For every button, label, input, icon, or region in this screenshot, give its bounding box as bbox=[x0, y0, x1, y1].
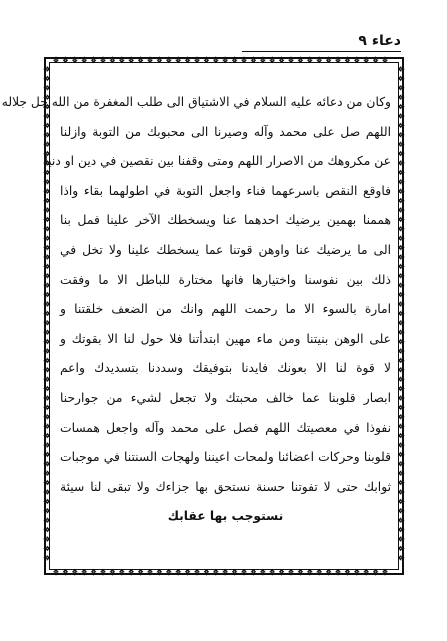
border-ornament bbox=[44, 283, 50, 288]
border-ornament bbox=[82, 569, 87, 575]
border-ornament bbox=[398, 536, 404, 541]
border-ornament bbox=[44, 386, 50, 391]
border-ornament bbox=[185, 57, 190, 63]
border-ornament bbox=[398, 160, 404, 165]
border-ornament bbox=[398, 76, 404, 81]
border-ornament bbox=[44, 395, 50, 400]
border-ornament bbox=[44, 245, 50, 250]
prayer-text-block bbox=[1, 88, 391, 550]
prayer-line: عن مكروهك من الاصرار اللهم ومتى وقفنا بين نقصين في دين او دنيا bbox=[44, 154, 391, 169]
border-ornament bbox=[398, 489, 404, 494]
border-ornament bbox=[298, 569, 303, 575]
border-ornament bbox=[157, 57, 162, 63]
border-ornament bbox=[176, 57, 181, 63]
border-ornament bbox=[147, 569, 152, 575]
border-ornament bbox=[398, 66, 404, 71]
border-ornament bbox=[398, 405, 404, 410]
border-ornament bbox=[398, 377, 404, 382]
border-ornament bbox=[398, 555, 404, 560]
border-ornament bbox=[398, 245, 404, 250]
border-ornament bbox=[398, 518, 404, 523]
prayer-line: لا قوة لنا الا بعونك فايدنا بتوفيقك وسددنا بتسديدك واعم bbox=[60, 361, 391, 376]
border-ornament bbox=[398, 113, 404, 118]
border-ornament bbox=[398, 104, 404, 109]
border-ornament bbox=[317, 57, 322, 63]
border-ornament bbox=[138, 57, 143, 63]
border-ornament bbox=[91, 57, 96, 63]
border-ornament bbox=[345, 569, 350, 575]
border-ornament bbox=[241, 57, 246, 63]
border-ornament bbox=[326, 569, 331, 575]
border-ornament bbox=[223, 57, 228, 63]
border-ornament bbox=[307, 569, 312, 575]
border-ornament bbox=[44, 367, 50, 372]
border-ornament bbox=[72, 57, 77, 63]
border-ornament bbox=[138, 569, 143, 575]
prayer-line: ذلك بين نفوسنا واختيارها فانها مختارة للباطل الا ما وفقت bbox=[60, 272, 391, 287]
border-ornament bbox=[213, 569, 218, 575]
border-ornament bbox=[72, 569, 77, 575]
border-ornament bbox=[398, 386, 404, 391]
border-ornament bbox=[398, 442, 404, 447]
border-ornament bbox=[232, 57, 237, 63]
border-ornament bbox=[63, 569, 68, 575]
border-ornament bbox=[44, 499, 50, 504]
border-ornament bbox=[204, 57, 209, 63]
border-ornament bbox=[279, 569, 284, 575]
border-ornament bbox=[398, 179, 404, 184]
border-ornament bbox=[44, 508, 50, 513]
border-ornament bbox=[232, 569, 237, 575]
border-ornament bbox=[223, 569, 228, 575]
border-ornament bbox=[398, 471, 404, 476]
prayer-line: اللهم صل على محمد وآله وصيرنا الى محبوبك من التوبة وازلنا bbox=[60, 124, 391, 139]
border-ornament bbox=[44, 254, 50, 259]
border-ornament bbox=[354, 569, 359, 575]
border-ornament bbox=[44, 189, 50, 194]
prayer-line: هممنا بهمين يرضيك احدهما عنا ويسخطك الآخر علينا فمل بنا bbox=[60, 213, 391, 228]
prayer-line: الى ما يرضيك عنا واوهن قوتنا عما يسخطك علينا ولا تخل في bbox=[60, 242, 391, 257]
border-ornament bbox=[44, 536, 50, 541]
border-ornament bbox=[270, 569, 275, 575]
border-ornament bbox=[260, 57, 265, 63]
border-ornament bbox=[298, 57, 303, 63]
border-ornament bbox=[44, 330, 50, 335]
border-ornament bbox=[373, 57, 378, 63]
border-ornament bbox=[398, 95, 404, 100]
border-ornament bbox=[110, 569, 115, 575]
border-ornament bbox=[194, 57, 199, 63]
border-ornament bbox=[398, 330, 404, 335]
border-ornament bbox=[288, 569, 293, 575]
border-ornament bbox=[185, 569, 190, 575]
border-ornament bbox=[63, 57, 68, 63]
border-ornament bbox=[44, 348, 50, 353]
border-ornament bbox=[44, 546, 50, 551]
border-ornament bbox=[398, 348, 404, 353]
border-ornament bbox=[157, 569, 162, 575]
border-ornament bbox=[44, 226, 50, 231]
header-title: دعاء ۹ bbox=[358, 33, 401, 49]
border-ornament bbox=[166, 57, 171, 63]
border-ornament bbox=[44, 76, 50, 81]
border-ornament bbox=[398, 207, 404, 212]
border-ornament bbox=[100, 569, 105, 575]
prayer-line: على الوهن بنيتنا ومن ماء مهين ابتدأتنا فلا حول لنا الا بقوتك و bbox=[60, 331, 391, 346]
border-ornament bbox=[44, 527, 50, 532]
border-ornament bbox=[44, 198, 50, 203]
border-ornament bbox=[373, 569, 378, 575]
border-ornament bbox=[44, 273, 50, 278]
border-ornament bbox=[398, 142, 404, 147]
border-ornament bbox=[398, 85, 404, 90]
border-ornament bbox=[119, 57, 124, 63]
border-ornament bbox=[398, 217, 404, 222]
border-ornament bbox=[345, 57, 350, 63]
border-ornament bbox=[129, 569, 134, 575]
border-ornament bbox=[213, 57, 218, 63]
border-ornament bbox=[335, 57, 340, 63]
prayer-line: وكان من دعائه عليه السلام في الاشتياق الى طلب المغفرة من الله جل جلاله bbox=[1, 95, 391, 109]
border-ornament bbox=[100, 57, 105, 63]
border-ornament bbox=[398, 395, 404, 400]
border-ornament bbox=[398, 254, 404, 259]
border-ornament bbox=[241, 569, 246, 575]
border-ornament bbox=[270, 57, 275, 63]
border-ornament bbox=[129, 57, 134, 63]
border-ornament bbox=[398, 198, 404, 203]
border-ornament bbox=[398, 292, 404, 297]
border-ornament bbox=[307, 57, 312, 63]
border-ornament bbox=[110, 57, 115, 63]
border-ornament bbox=[317, 569, 322, 575]
border-ornament bbox=[398, 527, 404, 532]
border-ornament bbox=[398, 226, 404, 231]
border-ornament bbox=[398, 123, 404, 128]
border-ornament bbox=[44, 433, 50, 438]
border-ornament bbox=[398, 170, 404, 175]
border-ornament bbox=[398, 189, 404, 194]
border-ornament bbox=[44, 414, 50, 419]
border-ornament bbox=[44, 489, 50, 494]
border-ornament bbox=[398, 546, 404, 551]
border-ornament bbox=[44, 452, 50, 457]
border-ornament bbox=[194, 569, 199, 575]
border-ornament bbox=[44, 123, 50, 128]
prayer-line: امارة بالسوء الا ما رحمت اللهم وانك من الضعف خلقتنا و bbox=[60, 302, 391, 317]
border-ornament bbox=[382, 569, 387, 575]
border-ornament bbox=[166, 569, 171, 575]
prayer-line: ثوابك حتى لا تفوتنا حسنة نستحق بها جزاءك ولا تبقى لنا سيئة bbox=[60, 479, 391, 494]
border-ornament bbox=[398, 508, 404, 513]
border-ornament bbox=[398, 414, 404, 419]
border-ornament bbox=[398, 301, 404, 306]
border-ornament bbox=[335, 569, 340, 575]
border-ornament bbox=[398, 311, 404, 316]
border-ornament bbox=[398, 461, 404, 466]
border-ornament bbox=[398, 499, 404, 504]
border-ornament bbox=[398, 264, 404, 269]
border-ornament bbox=[44, 461, 50, 466]
border-ornament bbox=[398, 424, 404, 429]
border-ornament bbox=[44, 142, 50, 147]
prayer-line: قلوبنا وحركات اعضائنا ولمحات اعيننا ولهجات السنتنا في موجبات bbox=[60, 450, 391, 465]
border-ornament bbox=[251, 569, 256, 575]
border-ornament bbox=[398, 132, 404, 137]
border-ornament bbox=[44, 301, 50, 306]
border-ornament bbox=[44, 424, 50, 429]
border-ornament bbox=[44, 217, 50, 222]
border-ornament bbox=[53, 569, 58, 575]
border-ornament bbox=[398, 151, 404, 156]
border-ornament bbox=[44, 377, 50, 382]
border-ornament bbox=[44, 311, 50, 316]
border-ornament bbox=[288, 57, 293, 63]
border-ornament bbox=[91, 569, 96, 575]
border-ornament bbox=[260, 569, 265, 575]
border-ornament bbox=[44, 236, 50, 241]
border-ornament bbox=[44, 480, 50, 485]
prayer-line: نفوذا في معصيتك اللهم فصل على محمد وآله واجعل همسات bbox=[60, 420, 391, 435]
border-ornament bbox=[44, 179, 50, 184]
border-ornament bbox=[398, 358, 404, 363]
border-ornament bbox=[44, 471, 50, 476]
border-ornament bbox=[119, 569, 124, 575]
border-ornament bbox=[398, 236, 404, 241]
border-ornament bbox=[147, 57, 152, 63]
border-ornament bbox=[44, 358, 50, 363]
border-ornament bbox=[44, 555, 50, 560]
border-ornament bbox=[364, 569, 369, 575]
prayer-line: ابصار قلوبنا عما خالف محبتك ولا تجعل لشيء من جوارحنا bbox=[60, 390, 391, 405]
border-ornament bbox=[364, 57, 369, 63]
border-ornament bbox=[44, 405, 50, 410]
border-ornament bbox=[44, 339, 50, 344]
border-ornament bbox=[176, 569, 181, 575]
border-ornament bbox=[398, 273, 404, 278]
border-ornament bbox=[44, 518, 50, 523]
border-ornament bbox=[44, 292, 50, 297]
border-ornament bbox=[44, 66, 50, 71]
border-ornament bbox=[44, 320, 50, 325]
border-ornament bbox=[44, 207, 50, 212]
border-ornament bbox=[398, 452, 404, 457]
border-ornament bbox=[44, 442, 50, 447]
border-ornament bbox=[398, 480, 404, 485]
border-ornament bbox=[279, 57, 284, 63]
border-ornament bbox=[44, 264, 50, 269]
border-ornament bbox=[398, 339, 404, 344]
border-ornament bbox=[398, 283, 404, 288]
border-ornament bbox=[398, 433, 404, 438]
border-ornament bbox=[82, 57, 87, 63]
border-ornament bbox=[382, 57, 387, 63]
border-ornament bbox=[251, 57, 256, 63]
border-ornament bbox=[398, 320, 404, 325]
prayer-line-final: نستوجب بها عقابك bbox=[167, 509, 284, 524]
prayer-line: فاوقع النقص باسرعهما فناء واجعل التوبة في اطولهما بقاء واذا bbox=[60, 183, 391, 198]
border-ornament bbox=[204, 569, 209, 575]
border-ornament bbox=[326, 57, 331, 63]
border-ornament bbox=[53, 57, 58, 63]
border-ornament bbox=[354, 57, 359, 63]
border-ornament bbox=[44, 132, 50, 137]
border-ornament bbox=[398, 367, 404, 372]
